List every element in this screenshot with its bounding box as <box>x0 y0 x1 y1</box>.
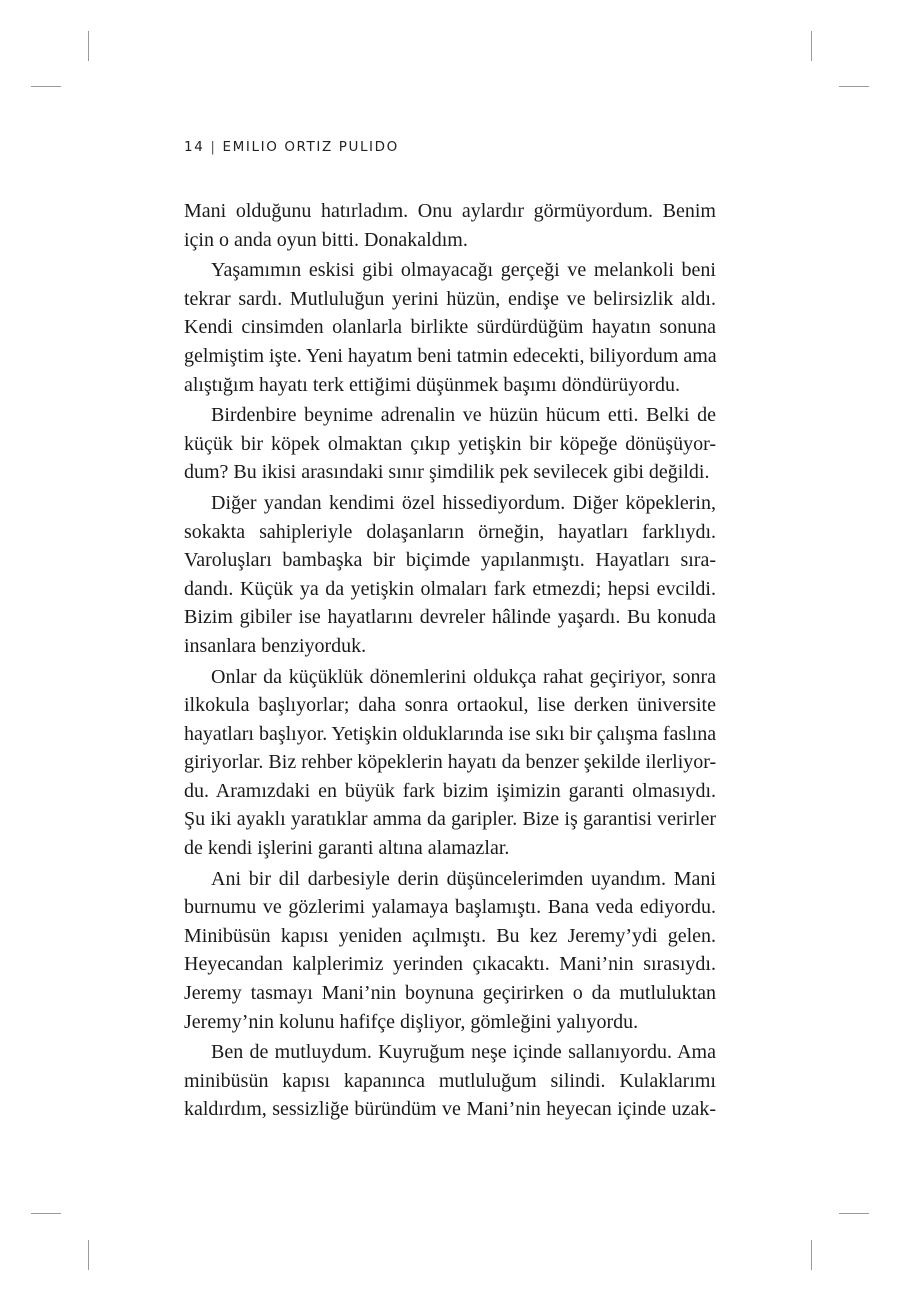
paragraph <box>184 197 716 254</box>
text-line: Varoluşları bambaşka bir biçimde yapılanmıştı. Hayatları sıra- <box>184 549 716 572</box>
crop-mark-top-right-horizontal <box>839 86 869 87</box>
text-line: dandı. Küçük ya da yetişkin olmaları fark etmezdi; hepsi evcildi. <box>184 577 716 600</box>
text-line: insanlara benziyorduk. <box>184 634 367 657</box>
crop-mark-bottom-left-horizontal <box>31 1213 61 1214</box>
text-line: Ani bir dil darbesiyle derin düşüncelerimden uyandım. Mani <box>211 867 716 890</box>
crop-mark-bottom-left <box>88 1240 89 1270</box>
text-line: du. Aramızdaki en büyük fark bizim işimizin garanti olmasıydı. <box>184 779 716 802</box>
paragraph <box>184 489 716 661</box>
paragraph <box>184 401 716 487</box>
text-line: Mani olduğunu hatırladım. Onu aylardır görmüyordum. Benim <box>184 200 716 222</box>
text-line: Jeremy tasmayı Mani’nin boynuna geçirirken o da mutluluktan <box>184 982 716 1005</box>
crop-mark-bottom-right <box>811 1240 812 1270</box>
text-line: Kendi cinsimden olanlarla birlikte sürdürdüğüm hayatın sonuna <box>184 316 716 339</box>
text-line: giriyorlar. Biz rehber köpeklerin hayatı da benzer şekilde ilerliyor- <box>184 751 717 774</box>
text-line: dum? Bu ikisi arasındaki sınır şimdilik pek sevilecek gibi değildi. <box>184 461 710 484</box>
text-line: tekrar sardı. Mutluluğun yerini hüzün, endişe ve belirsizlik aldı. <box>184 287 716 310</box>
text-line: sokakta sahipleriyle dolaşanların örneğin, hayatları farklıydı. <box>184 520 716 543</box>
text-line: Diğer yandan kendimi özel hissediyordum. Diğer köpeklerin, <box>211 491 716 514</box>
text-line: kaldırdım, sessizliğe büründüm ve Mani’nin heyecan içinde uzak- <box>184 1098 716 1121</box>
text-line: hayatları başlıyor. Yetişkin olduklarında ise sıkı bir çalışma faslına <box>184 722 717 745</box>
paragraph <box>184 1038 716 1124</box>
header-separator: | <box>210 139 217 155</box>
paragraph <box>184 865 716 1037</box>
text-line: gelmiştim işte. Yeni hayatım beni tatmin edecekti, biliyordum ama <box>184 344 717 367</box>
text-line: Onlar da küçüklük dönemlerini oldukça rahat geçiriyor, sonra <box>211 665 716 688</box>
text-line: Minibüsün kapısı yeniden açılmıştı. Bu kez Jeremy’ydi gelen. <box>184 924 716 947</box>
body-text <box>184 197 716 1126</box>
paragraph <box>184 663 716 863</box>
text-line: Şu iki ayaklı yaratıklar amma da garipler. Bize iş garantisi verirler <box>184 808 716 831</box>
author-name: EMILIO ORTIZ PULIDO <box>222 139 399 155</box>
text-line: ilkokula başlıyorlar; daha sonra ortaokul, lise derken üniversite <box>184 694 716 717</box>
text-line: minibüsün kapısı kapanınca mutluluğum silindi. Kulaklarımı <box>184 1069 716 1092</box>
text-line: küçük bir köpek olmaktan çıkıp yetişkin bir köpeğe dönüşüyor- <box>184 432 716 455</box>
text-line: de kendi işlerini garanti altına alamazlar. <box>184 837 510 860</box>
text-line: Jeremy’nin kolunu hafifçe dişliyor, gömleğini yalıyordu. <box>184 1010 639 1033</box>
text-line: Ben de mutluydum. Kuyruğum neşe içinde sallanıyordu. Ama <box>211 1041 716 1064</box>
crop-mark-bottom-right-horizontal <box>839 1213 869 1214</box>
text-line: Birdenbire beynime adrenalin ve hüzün hücum etti. Belki de <box>211 404 716 427</box>
text-line: için o anda oyun bitti. Donakaldım. <box>184 228 468 251</box>
text-line: Bizim gibiler ise hayatlarını devreler hâlinde yaşardı. Bu konuda <box>184 606 716 629</box>
running-head <box>184 139 399 155</box>
text-line: Heyecandan kalplerimiz yerinden çıkacaktı. Mani’nin sırasıydı. <box>184 953 716 976</box>
crop-mark-top-right <box>811 31 812 61</box>
text-line: Yaşamımın eskisi gibi olmayacağı gerçeği ve melankoli beni <box>211 259 716 282</box>
crop-mark-top-left-horizontal <box>31 86 61 87</box>
text-line: alıştığım hayatı terk ettiğimi düşünmek başımı döndürüyordu. <box>184 373 681 396</box>
crop-mark-top-left <box>88 31 89 61</box>
paragraph <box>184 256 716 399</box>
page-number: 14 <box>184 139 205 155</box>
text-line: burnumu ve gözlerimi yalamaya başlamıştı. Bana veda ediyordu. <box>184 896 716 919</box>
